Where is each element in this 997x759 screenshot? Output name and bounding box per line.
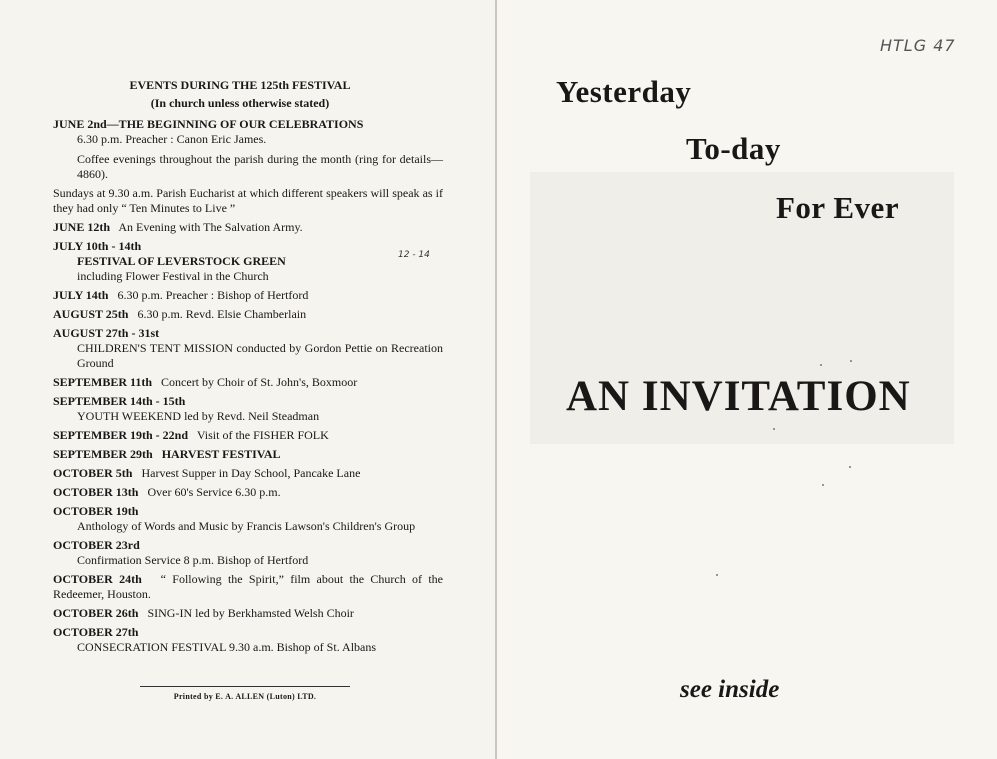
event-october-13th bbox=[53, 485, 443, 500]
event-detail: FESTIVAL OF LEVERSTOCK GREEN bbox=[77, 254, 286, 268]
event-detail: YOUTH WEEKEND led by Revd. Neil Steadman bbox=[77, 409, 320, 423]
events-list bbox=[53, 117, 443, 659]
event-october-5th bbox=[53, 466, 443, 481]
event-june-12th bbox=[53, 220, 443, 235]
paper-speck bbox=[820, 364, 822, 366]
event-october-24th bbox=[53, 572, 443, 602]
event-date: SEPTEMBER 14th - 15th bbox=[53, 394, 186, 408]
paper-speck bbox=[850, 360, 852, 362]
title-for-ever: For Ever bbox=[776, 190, 900, 225]
event-date: JUNE 2nd—THE BEGINNING OF OUR CELEBRATIONS bbox=[53, 117, 364, 131]
event-text: An Evening with The Salvation Army. bbox=[118, 220, 303, 234]
event-date: OCTOBER 19th bbox=[53, 504, 139, 518]
event-october-23rd bbox=[53, 538, 443, 568]
paper-speck bbox=[773, 428, 775, 430]
left-page bbox=[0, 0, 495, 759]
title-yesterday: Yesterday bbox=[556, 74, 692, 109]
paper-speck bbox=[849, 466, 851, 468]
event-july-10th bbox=[53, 239, 443, 284]
event-june-2nd bbox=[53, 117, 443, 182]
event-august-27th bbox=[53, 326, 443, 371]
events-subheading: (In church unless otherwise stated) bbox=[150, 96, 330, 110]
event-september-29th bbox=[53, 447, 443, 462]
event-date: OCTOBER 26th bbox=[53, 606, 139, 620]
event-detail: CONSECRATION FESTIVAL 9.30 a.m. Bishop of St. Albans bbox=[77, 640, 377, 654]
invitation-heading: AN INVITATION bbox=[566, 373, 911, 420]
paper-speck bbox=[822, 484, 824, 486]
event-july-14th bbox=[53, 288, 443, 303]
event-date: JUNE 12th bbox=[53, 220, 111, 234]
event-september-19th bbox=[53, 428, 443, 443]
event-text: “ Following the Spirit,” film about the Church of the Redeemer, Houston. bbox=[53, 572, 443, 601]
event-date: SEPTEMBER 11th bbox=[53, 375, 153, 389]
event-october-27th bbox=[53, 625, 443, 655]
event-date: JULY 14th bbox=[53, 288, 109, 302]
event-september-14th bbox=[53, 394, 443, 424]
event-detail: Confirmation Service 8 p.m. Bishop of Hertford bbox=[77, 553, 309, 567]
event-detail: CHILDREN'S TENT MISSION conducted by Gordon Pettie on Recreation Ground bbox=[77, 341, 443, 370]
event-text: Visit of the FISHER FOLK bbox=[196, 428, 329, 442]
event-text: 6.30 p.m. Preacher : Bishop of Hertford bbox=[117, 288, 309, 302]
event-september-11th bbox=[53, 375, 443, 390]
event-detail: 6.30 p.m. Preacher : Canon Eric James. bbox=[77, 132, 267, 146]
event-august-25th bbox=[53, 307, 443, 322]
event-detail: Anthology of Words and Music by Francis Lawson's Children's Group bbox=[77, 519, 416, 533]
event-detail: including Flower Festival in the Church bbox=[77, 269, 269, 283]
handwritten-margin-note: 12 - 14 bbox=[398, 250, 430, 260]
event-date: SEPTEMBER 29th bbox=[53, 447, 153, 461]
event-october-19th bbox=[53, 504, 443, 534]
archive-code: HTLG 47 bbox=[880, 36, 956, 55]
event-detail: Coffee evenings throughout the parish during the month (ring for details—4860). bbox=[77, 152, 443, 181]
events-heading: EVENTS DURING THE 125th FESTIVAL bbox=[129, 78, 351, 92]
event-date: OCTOBER 27th bbox=[53, 625, 139, 639]
event-text: Over 60's Service 6.30 p.m. bbox=[147, 485, 281, 499]
event-date: SEPTEMBER 19th - 22nd bbox=[53, 428, 189, 442]
event-date: AUGUST 27th - 31st bbox=[53, 326, 160, 340]
event-detail: Sundays at 9.30 a.m. Parish Eucharist at which different speakers will speak as if they had only “ Ten Minutes to Live ” bbox=[53, 186, 443, 215]
event-date: OCTOBER 13th bbox=[53, 485, 139, 499]
event-text: HARVEST FESTIVAL bbox=[161, 447, 281, 461]
event-date: OCTOBER 5th bbox=[53, 466, 133, 480]
event-date: JULY 10th - 14th bbox=[53, 239, 142, 253]
event-date: OCTOBER 23rd bbox=[53, 538, 140, 552]
event-text: SING-IN led by Berkhamsted Welsh Choir bbox=[147, 606, 354, 620]
paper-speck bbox=[716, 574, 718, 576]
event-sundays bbox=[53, 186, 443, 216]
printer-imprint: Printed by E. A. ALLEN (Luton) LTD. bbox=[140, 686, 350, 701]
title-today: To-day bbox=[686, 131, 781, 166]
see-inside-text: see inside bbox=[680, 676, 780, 703]
event-date: AUGUST 25th bbox=[53, 307, 129, 321]
event-text: 6.30 p.m. Revd. Elsie Chamberlain bbox=[137, 307, 307, 321]
event-text: Harvest Supper in Day School, Pancake Lane bbox=[141, 466, 361, 480]
event-date: OCTOBER 24th bbox=[53, 572, 142, 586]
event-text: Concert by Choir of St. John's, Boxmoor bbox=[161, 375, 358, 389]
event-october-26th bbox=[53, 606, 443, 621]
